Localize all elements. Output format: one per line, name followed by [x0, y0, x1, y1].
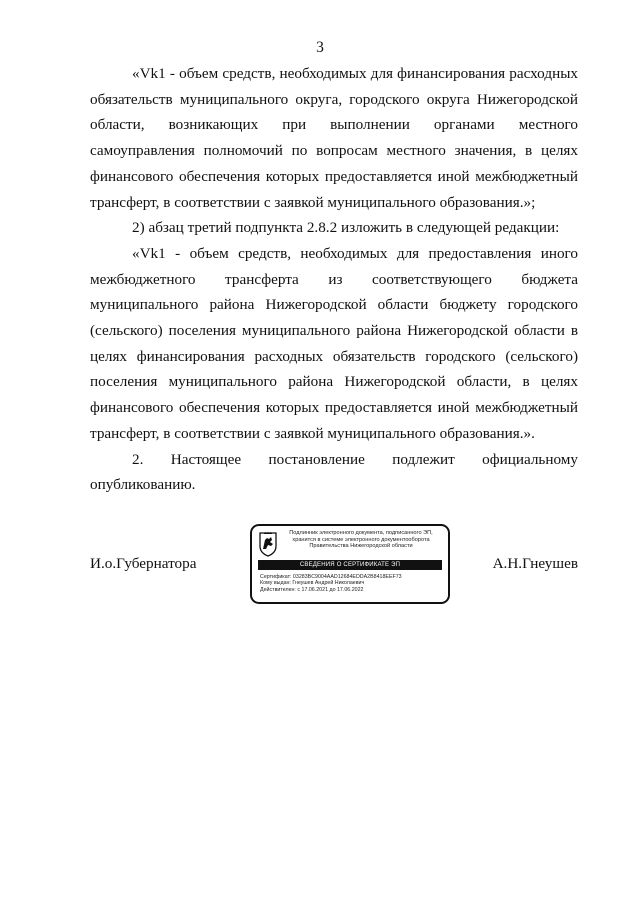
stamp-header	[278, 530, 444, 550]
certificate-owner: Кому выдан: Гнеушев Андрей Николаевич	[260, 580, 365, 587]
signatory-name: А.Н.Гнеушев	[492, 555, 578, 572]
paragraph-amendment-item-2: 2) абзац третий подпункта 2.8.2 изложить в следующей редакции:	[132, 219, 560, 237]
signatory-position: И.о.Губернатора	[90, 555, 197, 572]
certificate-serial: Сертификат: 03283BC9004AAD12684EDDA2B8418EEF73	[260, 574, 402, 580]
paragraph-vk1-new-wording: «Vk1 - объем средств, необходимых для предоставления иного межбюджетного трансферта из соответствующего бюджета муниципального района Нижегородской области бюджету городского (сельского) поселения муниципального района Нижегородской области в целях финансирования расходных обязательств городского (сельского) поселения муниципального района Нижегородской области, в целях финансового обеспечения которых предоставляется иной межбюджетный трансферт, в соответствии с заявкой муниципального образования.».	[90, 244, 578, 442]
page-number: 3	[316, 39, 324, 56]
certificate-info-bar: СВЕДЕНИЯ О СЕРТИФИКАТЕ ЭП	[258, 560, 442, 570]
signature-block	[90, 524, 578, 610]
electronic-signature-stamp	[250, 524, 450, 604]
stamp-header-line: Правительства Нижегородской области	[309, 543, 413, 550]
stamp-header-line: хранится в системе электронного документооборота	[292, 536, 430, 543]
document-body	[90, 61, 578, 498]
certificate-details	[260, 574, 402, 593]
paragraph-publication: 2. Настоящее постановление подлежит официальному опубликованию.	[90, 450, 578, 494]
stamp-header-line: Подлинник электронного документа, подписанного ЭП,	[289, 530, 433, 536]
paragraph-vk1-definition: «Vk1 - объем средств, необходимых для финансирования расходных обязательств муниципального округа, городского округа Нижегородской области, возникающих при выполнении органами местного самоуправления полномочий по вопросам местного значения, в целях финансового обеспечения которых предоставляется иной межбюджетный трансферт, в соответствии с заявкой муниципального образования.»;	[90, 65, 578, 211]
nizhny-novgorod-coat-of-arms-icon	[258, 531, 278, 557]
certificate-validity: Действителен: с 17.06.2021 до 17.06.2022	[260, 586, 364, 593]
